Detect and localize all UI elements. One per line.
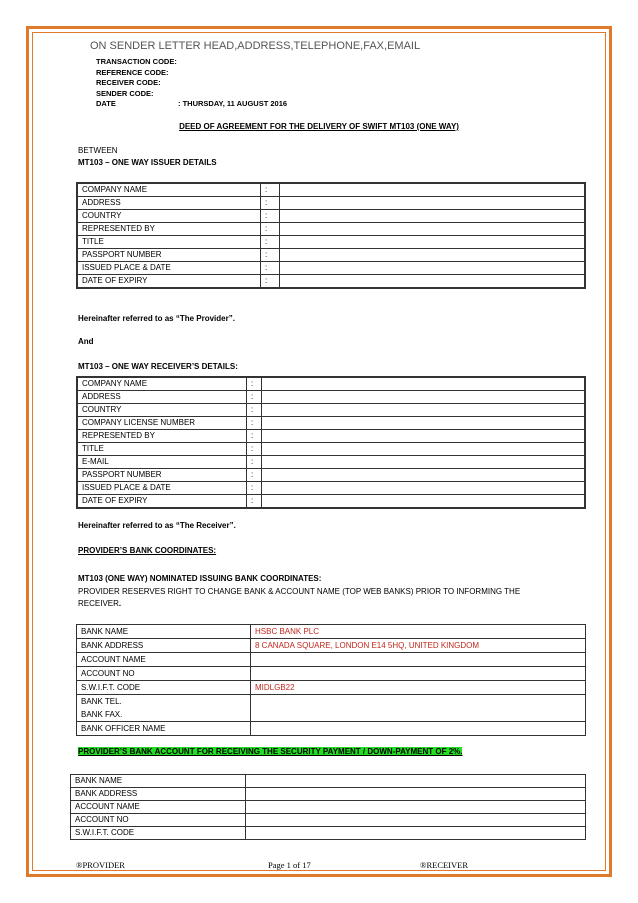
receiver-field-label: ISSUED PLACE & DATE — [77, 482, 247, 495]
reserve-text-line1: PROVIDER RESERVES RIGHT TO CHANGE BANK & ACCOUNT NAME (TOP WEB BANKS) PRIOR TO INFORMING THE — [78, 587, 521, 596]
bank-field-label — [77, 695, 251, 722]
receiver-field-separator: : — [247, 404, 262, 417]
security-payment-highlight: PROVIDER’S BANK ACCOUNT FOR RECEIVING THE SECURITY PAYMENT / DOWN-PAYMENT OF 2%. — [78, 747, 463, 756]
receiver-field-label: COMPANY NAME — [77, 377, 247, 391]
issuer-field-separator: : — [261, 223, 280, 236]
bank-row — [77, 625, 586, 639]
bank-field-label-text: BANK FAX. — [81, 710, 123, 719]
transaction-code-label: TRANSACTION CODE: — [96, 57, 177, 66]
receiver-field-value — [262, 391, 586, 404]
receiver-field-value — [262, 456, 586, 469]
issuer-field-separator: : — [261, 197, 280, 210]
security-row — [71, 814, 586, 827]
and-text: And — [78, 337, 94, 346]
issuer-field-label: COMPANY NAME — [77, 183, 261, 197]
receiver-details-table — [76, 376, 586, 509]
receiver-code-label: RECEIVER CODE: — [96, 78, 161, 87]
bank-field-value — [251, 722, 586, 736]
issuer-field-value — [280, 183, 586, 197]
security-field-label: BANK ADDRESS — [71, 788, 246, 801]
receiver-row — [77, 377, 585, 391]
issuer-heading: MT103 – ONE WAY ISSUER DETAILS — [78, 158, 217, 167]
footer-receiver: ®RECEIVER — [420, 860, 469, 870]
sender-code-label: SENDER CODE: — [96, 88, 154, 98]
bank-row — [77, 639, 586, 653]
issuer-field-separator: : — [261, 183, 280, 197]
security-field-value — [246, 827, 586, 840]
security-field-label: ACCOUNT NAME — [71, 801, 246, 814]
provider-bank-heading: PROVIDER’S BANK COORDINATES: — [78, 546, 217, 555]
security-field-label: BANK NAME — [71, 775, 246, 788]
receiver-field-value — [262, 430, 586, 443]
receiver-field-label: COUNTRY — [77, 404, 247, 417]
receiver-row — [77, 430, 585, 443]
bank-field-label-text: S.W.I.F.T. CODE — [81, 683, 141, 692]
receiver-field-value — [262, 443, 586, 456]
bank-field-value — [251, 653, 586, 667]
bank-field-value — [251, 695, 586, 722]
issuer-row — [77, 197, 585, 210]
security-field-label: S.W.I.F.T. CODE — [71, 827, 246, 840]
bank-field-value: 8 CANADA SQUARE, LONDON E14 5HQ, UNITED KINGDOM — [251, 639, 586, 653]
bank-row — [77, 667, 586, 681]
bank-field-label-text: BANK NAME — [81, 627, 129, 636]
nominated-bank-heading: MT103 (ONE WAY) NOMINATED ISSUING BANK COORDINATES: — [78, 574, 322, 583]
date-row — [96, 98, 288, 109]
letterhead-placeholder: ON SENDER LETTER HEAD,ADDRESS,TELEPHONE,FAX,EMAIL — [90, 40, 421, 52]
reserve-text-receiver: RECEIVER — [78, 599, 119, 608]
document-title: DEED OF AGREEMENT FOR THE DELIVERY OF SWIFT MT103 (ONE WAY) — [179, 122, 459, 131]
security-row — [71, 775, 586, 788]
receiver-field-label: DATE OF EXPIRY — [77, 495, 247, 509]
bank-field-value: MIDLGB22 — [251, 681, 586, 695]
receiver-field-value — [262, 404, 586, 417]
bank-field-label — [77, 681, 251, 695]
receiver-field-separator: : — [247, 495, 262, 509]
receiver-row — [77, 469, 585, 482]
security-field-value — [246, 814, 586, 827]
issuer-field-value — [280, 210, 586, 223]
issuer-row — [77, 210, 585, 223]
reference-code-label: REFERENCE CODE: — [96, 67, 169, 77]
issuer-field-separator: : — [261, 249, 280, 262]
issuer-field-separator: : — [261, 262, 280, 275]
security-field-value — [246, 801, 586, 814]
bank-field-label-text: ACCOUNT NO — [81, 669, 135, 678]
receiver-field-value — [262, 469, 586, 482]
issuer-row — [77, 223, 585, 236]
bank-field-value — [251, 667, 586, 681]
receiver-field-label: REPRESENTED BY — [77, 430, 247, 443]
bank-row — [77, 695, 586, 722]
issuer-field-label: PASSPORT NUMBER — [77, 249, 261, 262]
bank-field-label — [77, 667, 251, 681]
receiver-field-separator: : — [247, 377, 262, 391]
receiver-row — [77, 482, 585, 495]
receiver-reference: Hereinafter referred to as “The Receiver”. — [78, 521, 236, 530]
receiver-field-label: E-MAIL — [77, 456, 247, 469]
security-payment-heading — [78, 747, 462, 756]
issuer-field-label: ISSUED PLACE & DATE — [77, 262, 261, 275]
receiver-row — [77, 443, 585, 456]
bank-row — [77, 653, 586, 667]
security-row — [71, 788, 586, 801]
between-text: BETWEEN — [78, 146, 118, 155]
receiver-field-separator: : — [247, 430, 262, 443]
issuer-field-value — [280, 236, 586, 249]
issuer-field-label: COUNTRY — [77, 210, 261, 223]
receiver-field-separator: : — [247, 391, 262, 404]
security-field-value — [246, 788, 586, 801]
security-row — [71, 827, 586, 840]
issuer-row — [77, 249, 585, 262]
bank-field-value: HSBC BANK PLC — [251, 625, 586, 639]
security-row — [71, 801, 586, 814]
issuer-field-value — [280, 249, 586, 262]
bank-field-label — [77, 625, 251, 639]
issuer-details-table — [76, 182, 586, 289]
bank-row — [77, 681, 586, 695]
date-value: : THURSDAY, 11 AUGUST 2016 — [178, 99, 288, 108]
bank-field-label — [77, 639, 251, 653]
issuer-field-separator: : — [261, 236, 280, 249]
receiver-row — [77, 456, 585, 469]
bank-field-label-text: ACCOUNT NAME — [81, 655, 146, 664]
issuer-field-separator: : — [261, 275, 280, 289]
nominated-bank-table — [76, 624, 586, 736]
receiver-field-value — [262, 482, 586, 495]
security-field-label: ACCOUNT NO — [71, 814, 246, 827]
bank-field-label — [77, 653, 251, 667]
footer-page-number: Page 1 of 17 — [268, 860, 311, 870]
issuer-field-label: TITLE — [77, 236, 261, 249]
issuer-row — [77, 275, 585, 289]
issuer-field-value — [280, 223, 586, 236]
issuer-field-value — [280, 275, 586, 289]
footer-provider: ®PROVIDER — [76, 860, 125, 870]
security-payment-table — [70, 774, 586, 840]
receiver-field-label: COMPANY LICENSE NUMBER — [77, 417, 247, 430]
issuer-field-label: ADDRESS — [77, 197, 261, 210]
issuer-field-label: REPRESENTED BY — [77, 223, 261, 236]
receiver-field-label: PASSPORT NUMBER — [77, 469, 247, 482]
security-field-value — [246, 775, 586, 788]
receiver-field-value — [262, 417, 586, 430]
transaction-codes — [96, 56, 288, 109]
bank-field-label-text: BANK TEL. — [81, 697, 122, 706]
receiver-field-label: ADDRESS — [77, 391, 247, 404]
receiver-field-label: TITLE — [77, 443, 247, 456]
receiver-row — [77, 417, 585, 430]
receiver-field-value — [262, 377, 586, 391]
receiver-row — [77, 404, 585, 417]
receiver-field-separator: : — [247, 443, 262, 456]
issuer-field-separator: : — [261, 210, 280, 223]
reserve-text-period: . — [118, 599, 122, 608]
receiver-heading: MT103 – ONE WAY RECEIVER’S DETAILS: — [78, 362, 238, 371]
issuer-row — [77, 183, 585, 197]
issuer-field-label: DATE OF EXPIRY — [77, 275, 261, 289]
bank-row — [77, 722, 586, 736]
bank-field-label — [77, 722, 251, 736]
receiver-row — [77, 391, 585, 404]
receiver-field-separator: : — [247, 417, 262, 430]
receiver-field-separator: : — [247, 469, 262, 482]
date-label: DATE — [96, 99, 116, 108]
issuer-row — [77, 262, 585, 275]
receiver-row — [77, 495, 585, 509]
issuer-field-value — [280, 197, 586, 210]
receiver-field-value — [262, 495, 586, 509]
provider-reference: Hereinafter referred to as “The Provider”. — [78, 314, 235, 323]
receiver-field-separator: : — [247, 456, 262, 469]
issuer-row — [77, 236, 585, 249]
receiver-field-separator: : — [247, 482, 262, 495]
bank-field-label-text: BANK OFFICER NAME — [81, 724, 166, 733]
reserve-text-line2 — [78, 599, 121, 608]
bank-field-label-text: BANK ADDRESS — [81, 641, 144, 650]
issuer-field-value — [280, 262, 586, 275]
